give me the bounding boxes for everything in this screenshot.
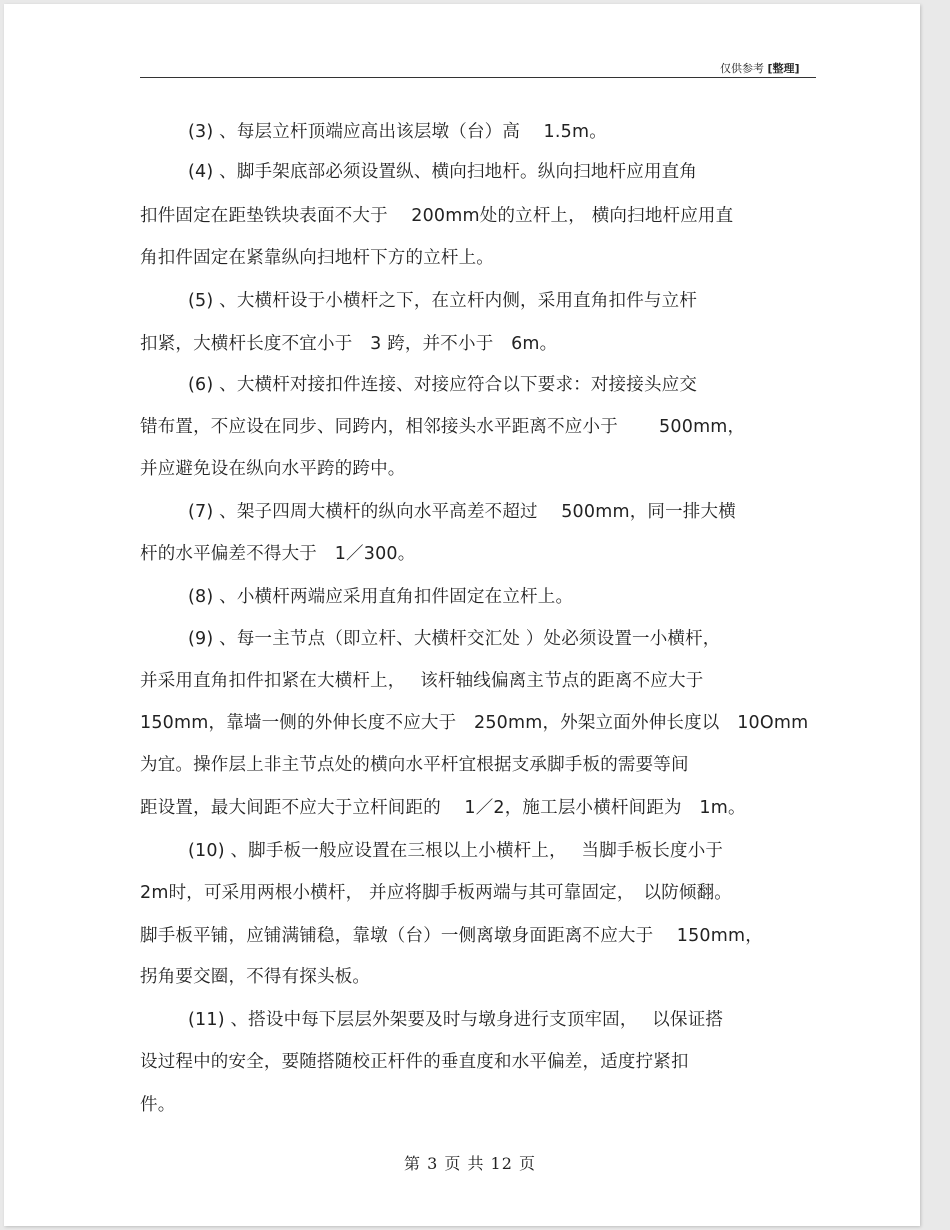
body-line: 为宜。操作层上非主节点处的横向水平杆宜根据支承脚手板的需要等间 (140, 755, 689, 775)
body-line: (9) 、每一主节点（即立杆、大横杆交汇处 ）处必须设置一小横杆， (188, 629, 721, 649)
body-line: (11) 、搭设中每下层层外架要及时与墩身进行支顶牢固， 以保证搭 (188, 1010, 724, 1030)
body-line: 2m时，可采用两根小横杆， 并应将脚手板两端与其可靠固定， 以防倾翻。 (140, 883, 732, 903)
body-line: 脚手板平铺，应铺满铺稳，靠墩（台）一侧离墩身面距离不应大于 150mm， (140, 926, 763, 946)
body-line: 扣件固定在距垫铁块表面不大于 200mm处的立杆上， 横向扫地杆应用直 (140, 206, 734, 226)
body-line: 杆的水平偏差不得大于 1／300。 (140, 544, 416, 564)
body-line: 设过程中的安全，要随搭随校正杆件的垂直度和水平偏差，适度拧紧扣 (140, 1052, 689, 1072)
header-rule (140, 77, 816, 78)
body-line: (5) 、大横杆设于小横杆之下，在立杆内侧，采用直角扣件与立杆 (188, 291, 698, 311)
document-page (4, 4, 920, 1226)
page-number-footer: 第 3 页 共 12 页 (404, 1154, 536, 1173)
body-line: (7) 、架子四周大横杆的纵向水平高差不超过 500mm，同一排大横 (188, 502, 736, 522)
header-note-prefix: 仅供参考 (720, 62, 764, 75)
body-line: 并应避免设在纵向水平跨的跨中。 (140, 459, 406, 479)
body-line: (4) 、脚手架底部必须设置纵、横向扫地杆。纵向扫地杆应用直角 (188, 162, 698, 182)
header-note-bracket: [整理] (767, 62, 800, 75)
body-line: 并采用直角扣件扣紧在大横杆上， 该杆轴线偏离主节点的距离不应大于 (140, 671, 704, 691)
body-line: (8) 、小横杆两端应采用直角扣件固定在立杆上。 (188, 587, 574, 607)
body-line: 角扣件固定在紧靠纵向扫地杆下方的立杆上。 (140, 248, 494, 268)
body-line: 150mm，靠墙一侧的外伸长度不应大于 250mm，外架立面外伸长度以 10Omm (140, 713, 809, 733)
header-note (720, 60, 800, 76)
body-line: 拐角要交圈，不得有探头板。 (140, 967, 371, 987)
body-line: 距设置，最大间距不应大于立杆间距的 1／2，施工层小横杆间距为 1m。 (140, 798, 746, 818)
body-line: (3) 、每层立杆顶端应高出该层墩（台）高 1.5m。 (188, 122, 607, 142)
body-line: 件。 (140, 1095, 176, 1115)
body-line: (6) 、大横杆对接扣件连接、对接应符合以下要求：对接接头应交 (188, 375, 698, 395)
body-line: 错布置，不应设在同步、同跨内，相邻接头水平距离不应小于 500mm， (140, 417, 746, 437)
body-line: 扣紧，大横杆长度不宜小于 3 跨，并不小于 6m。 (140, 334, 558, 354)
body-line: (10) 、脚手板一般应设置在三根以上小横杆上， 当脚手板长度小于 (188, 841, 724, 861)
